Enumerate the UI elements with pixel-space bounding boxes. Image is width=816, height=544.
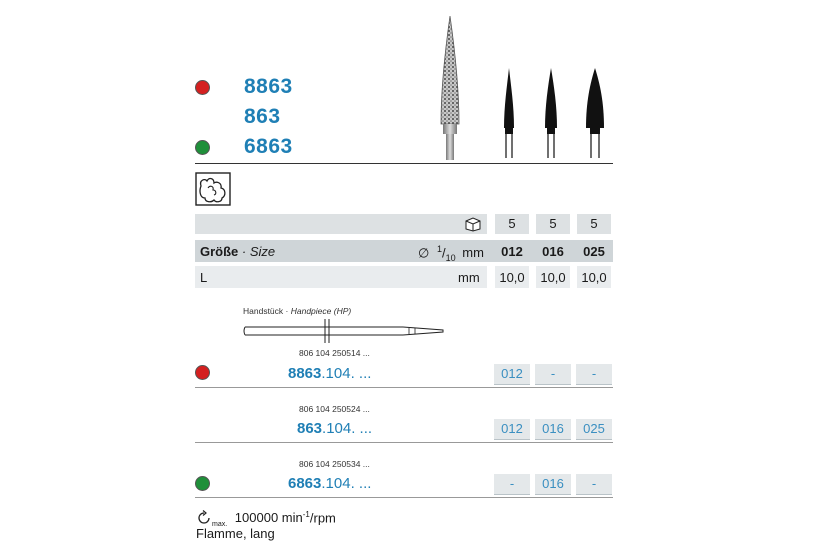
size-value-3: 025	[583, 244, 605, 259]
diamond-bur-image	[432, 14, 468, 160]
green-dot	[195, 476, 210, 491]
order-code-bold: 863	[297, 420, 323, 437]
size-label	[200, 244, 275, 259]
size-value-2: 016	[542, 244, 564, 259]
order-code	[288, 365, 371, 382]
max-speed-value: 100000 min	[234, 510, 303, 526]
max-speed-unit: /rpm	[309, 510, 336, 526]
order-code	[297, 420, 372, 437]
handpiece-label-de: Handstück ·	[243, 306, 289, 316]
order-cell: -	[494, 474, 530, 495]
pack-row-band	[195, 214, 487, 234]
shape-description: Flamme, lang	[196, 526, 275, 541]
pack-value-2: 5	[549, 216, 557, 231]
pack-value-1: 5	[508, 216, 516, 231]
order-cell: -	[535, 364, 571, 385]
header-divider	[195, 163, 613, 164]
order-cell: 016	[535, 419, 571, 440]
bur-silhouette-025	[581, 66, 609, 158]
rotation-speed-icon	[196, 510, 212, 526]
package-icon	[464, 216, 482, 232]
order-code-rest: .104. ...	[321, 475, 372, 492]
order-cell: 016	[535, 474, 571, 495]
pack-value-3: 5	[590, 216, 598, 231]
ceramic-inlay-icon	[195, 172, 231, 206]
green-dot	[195, 140, 210, 155]
order-code	[288, 475, 371, 492]
red-dot	[195, 80, 210, 95]
order-cell: -	[576, 474, 612, 495]
order-code-bold: 6863	[288, 475, 322, 492]
length-value-3: 10,0	[581, 270, 607, 285]
variant-code-6863: 6863	[244, 135, 293, 158]
size-value-1: 012	[501, 244, 523, 259]
size-unit-denominator: 10	[445, 252, 456, 263]
max-speed-prefix: max.	[212, 520, 228, 528]
max-speed-exponent: -1	[302, 510, 310, 519]
article-number: 806 104 250534 ...	[299, 459, 370, 469]
length-unit: mm	[458, 270, 480, 285]
length-label: L	[200, 270, 208, 285]
length-value-1: 10,0	[499, 270, 525, 285]
order-code-rest: .104. ...	[322, 420, 373, 437]
bur-silhouette-012	[497, 66, 521, 158]
length-row-band	[195, 266, 487, 288]
size-unit-numerator: 1	[436, 244, 442, 254]
order-divider	[195, 442, 613, 443]
size-unit: ∅ $^1/_{10}$ mm	[418, 244, 484, 263]
article-number: 806 104 250514 ...	[299, 348, 370, 358]
size-label-en: · Size	[241, 244, 276, 259]
handpiece-label-en: Handpiece (HP)	[290, 306, 352, 316]
size-unit-mm: mm	[462, 245, 484, 261]
order-cell: 012	[494, 419, 530, 440]
length-value-2: 10,0	[540, 270, 566, 285]
handpiece-shank-diagram	[243, 318, 447, 344]
order-cell: 012	[494, 364, 530, 385]
order-divider	[195, 387, 613, 388]
article-number: 806 104 250524 ...	[299, 404, 370, 414]
variant-code-8863: 8863	[244, 75, 293, 98]
diameter-symbol: ∅	[418, 245, 430, 261]
red-dot	[195, 365, 210, 380]
variant-code-863: 863	[244, 105, 281, 128]
size-label-de: Größe	[200, 244, 239, 259]
order-divider	[195, 497, 613, 498]
handpiece-label	[243, 306, 351, 316]
order-cell: -	[576, 364, 612, 385]
order-cell: 025	[576, 419, 612, 440]
order-code-rest: .104. ...	[321, 365, 372, 382]
order-code-bold: 8863	[288, 365, 322, 382]
bur-silhouette-016	[539, 66, 563, 158]
